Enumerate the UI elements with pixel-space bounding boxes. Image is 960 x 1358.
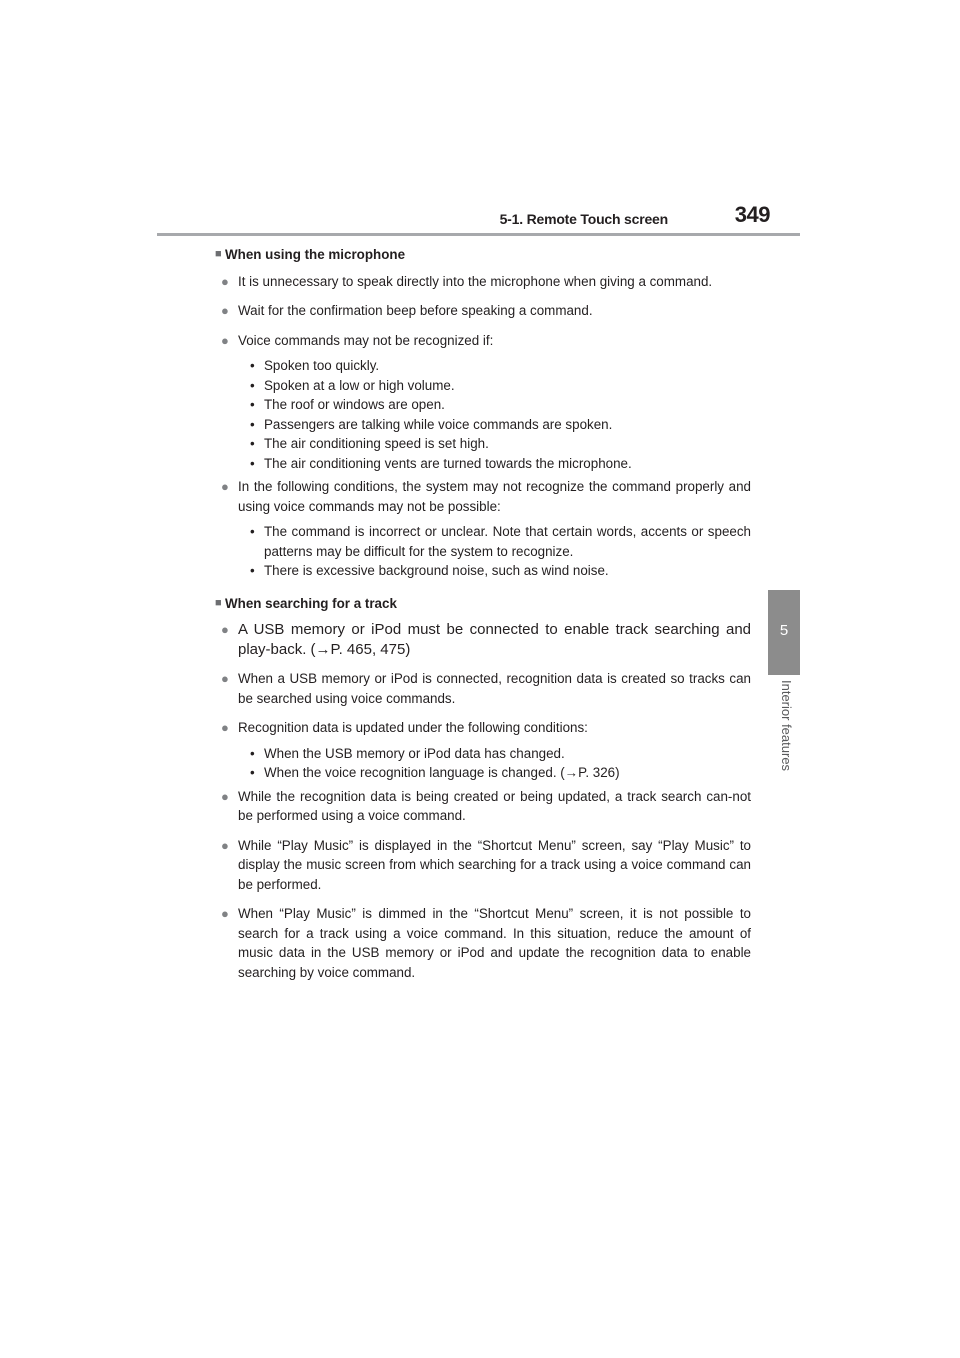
- page-content: [215, 245, 751, 988]
- section-heading-text: When using the microphone: [225, 247, 406, 262]
- list-item-text: Wait for the confirmation beep before speaking a command.: [238, 303, 593, 318]
- bullet-dot-icon: ●: [221, 788, 229, 804]
- section-heading-text: When searching for a track: [225, 595, 397, 611]
- list-item: [215, 669, 751, 708]
- list-item-text: While the recognition data is being created or being updated, a track search can-not be performed using a voice command.: [238, 788, 751, 823]
- list-item: [215, 331, 751, 351]
- section-heading: [215, 245, 751, 265]
- sub-item: • The command is incorrect or unclear. Note that certain words, accents or speech patterns may be difficult for the system to recognize.: [250, 524, 751, 559]
- list-item: [215, 836, 751, 895]
- list-item: [215, 620, 751, 659]
- bullet-dot-icon: ●: [221, 303, 229, 318]
- sub-item: • Passengers are talking while voice commands are spoken.: [250, 416, 613, 432]
- list-item: [215, 477, 751, 516]
- page-header: [157, 200, 800, 236]
- sub-item: • When the USB memory or iPod data has changed.: [250, 745, 565, 761]
- list-item-text: Voice commands may not be recognized if:: [238, 332, 494, 348]
- section-title: 5-1. Remote Touch screen: [499, 211, 668, 227]
- list-item-text: In the following conditions, the system may not recognize the command properly and using voice commands may not be possible:: [238, 479, 751, 514]
- list-item: [215, 904, 751, 982]
- chapter-tab: [768, 590, 800, 675]
- list-item-text: While “Play Music” is displayed in the “Shortcut Menu” screen, say “Play Music” to display the music screen from which searching for a track using a voice command can be performed.: [238, 837, 751, 892]
- sub-list: [250, 522, 751, 581]
- list-item: [215, 272, 751, 292]
- sub-item: • The air conditioning vents are turned towards the microphone.: [250, 455, 632, 471]
- sub-list: [250, 744, 751, 783]
- sub-item: • Spoken too quickly.: [250, 358, 380, 373]
- sub-list: [250, 356, 751, 473]
- list-item-text: When a USB memory or iPod is connected, recognition data is created so tracks can be searched using voice commands.: [238, 671, 751, 706]
- list-item: [215, 787, 751, 826]
- section-heading: [215, 594, 751, 614]
- sub-item: • Spoken at a low or high volume.: [250, 377, 455, 393]
- bullet-dot-icon: ●: [221, 273, 229, 289]
- list-item-text: It is unnecessary to speak directly into the microphone when giving a command.: [238, 273, 713, 289]
- sub-item: • There is excessive background noise, such as wind noise.: [250, 563, 609, 578]
- square-marker-icon: ■: [215, 596, 222, 609]
- list-item-text: When “Play Music” is dimmed in the “Shortcut Menu” screen, it is not possible to search for a track using a voice command. In this situation, reduce the amount of music data in the USB memory or iPod and update the recognition data to enable searching by voice command.: [238, 906, 751, 980]
- bullet-dot-icon: ●: [221, 479, 229, 494]
- chapter-label: Interior features: [779, 680, 794, 772]
- list-item: [215, 301, 751, 321]
- sub-item: • The roof or windows are open.: [250, 397, 445, 412]
- bullet-dot-icon: ●: [221, 671, 229, 686]
- list-item: [215, 718, 751, 738]
- bullet-dot-icon: ●: [221, 837, 229, 853]
- bullet-dot-icon: ●: [221, 332, 229, 348]
- square-marker-icon: ■: [215, 248, 222, 260]
- chapter-number: 5: [779, 622, 789, 639]
- bullet-dot-icon: ●: [221, 906, 229, 921]
- sub-item: • When the voice recognition language is changed. (→P. 326): [250, 765, 620, 780]
- header-rule: [157, 233, 800, 236]
- list-item-text: Recognition data is updated under the following conditions:: [238, 720, 588, 735]
- list-item-text: A USB memory or iPod must be connected to enable track searching and play-back. (→P. 465, 475): [238, 621, 751, 658]
- sub-item: • The air conditioning speed is set high.: [250, 436, 489, 451]
- bullet-dot-icon: ●: [221, 622, 229, 637]
- bullet-dot-icon: ●: [221, 720, 229, 735]
- page-number: 349: [734, 202, 770, 227]
